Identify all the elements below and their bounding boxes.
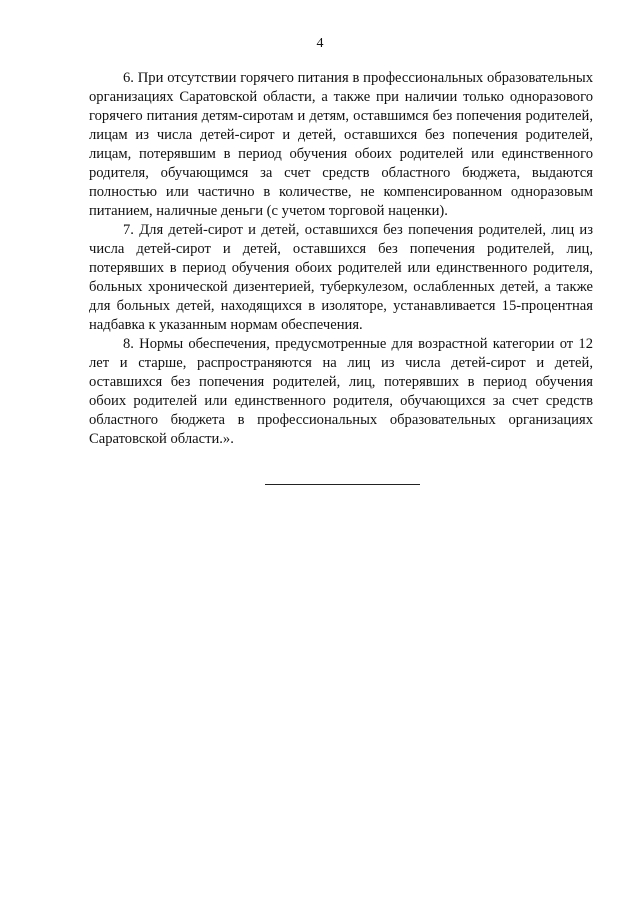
paragraph-6: 6. При отсутствии горячего питания в профессиональных образовательных организациях Саратовской области, а также при наличии только одноразового горячего питания детям-сиротам и детям, оставшимся без попечения родителей, лицам из числа детей-сирот и детей, оставшихся без попечения родителей, лицам, потерявшим в период обучения обоих родителей или единственного родителя, обучающимся за счет средств областного бюджета, выдаются полностью или частично в количестве, не компенсированном одноразовым питанием, наличные деньги (с учетом торговой наценки). <box>89 70 593 219</box>
page-number: 4 <box>316 36 324 51</box>
closing-divider-line <box>265 484 420 485</box>
document-body <box>89 69 593 449</box>
paragraph-7: 7. Для детей-сирот и детей, оставшихся без попечения родителей, лиц из числа детей-сирот и детей, оставшихся без попечения родителей, лиц, потерявших в период обучения обоих родителей или единственного родителя, больных хронической дизентерией, туберкулезом, ослабленных детей, а также для больных детей, находящихся в изоляторе, устанавливается 15-процентная надбавка к указанным нормам обеспечения. <box>89 222 593 333</box>
paragraph-8: 8. Нормы обеспечения, предусмотренные для возрастной категории от 12 лет и старше, распространяются на лиц из числа детей-сирот и детей, оставшихся без попечения родителей, лиц, потерявших в период обучения обоих родителей или единственного родителя, обучающихся за счет средств областного бюджета в профессиональных образовательных организациях Саратовской области.». <box>89 336 593 447</box>
